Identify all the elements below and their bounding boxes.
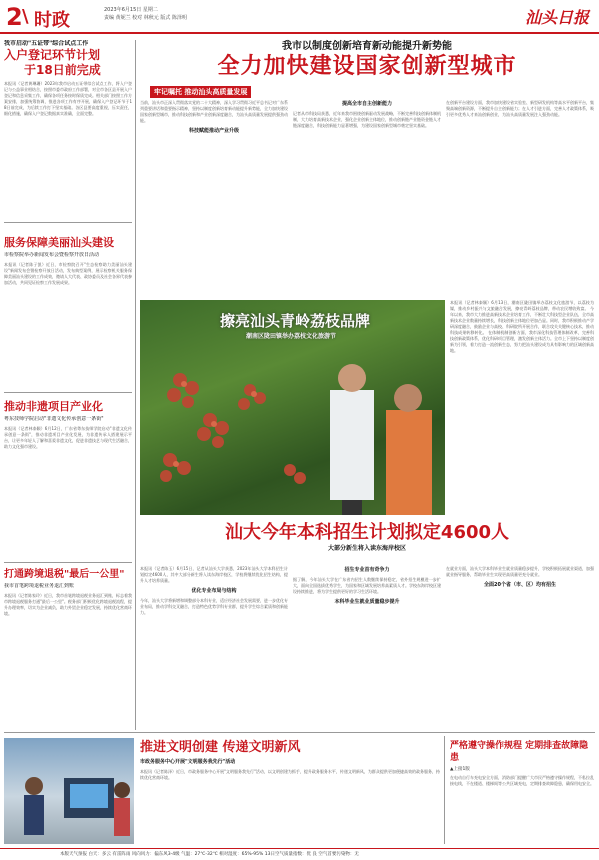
page-number: 2 <box>6 3 23 31</box>
service-center-illustration <box>4 738 134 844</box>
divider <box>4 562 132 563</box>
article-subtitle: 我市首笔跨境退税业务退汇到账 <box>4 583 75 589</box>
article-civility <box>140 740 440 839</box>
article-household-registration <box>4 40 132 211</box>
editors-line: 责编 黄妮兰 校对 林秋元 版式 陈泽明 <box>104 15 187 21</box>
bottom-divider <box>4 732 595 733</box>
lead-column-1 <box>140 100 288 295</box>
article-title: 推进文明创建 传递文明新风 <box>140 740 301 755</box>
article-subtitle: 粤东技师学院启动"非遗文化传承创意一条街" <box>4 416 104 422</box>
article-subtitle: 大部分新生将入读东海岸校区 <box>327 545 406 552</box>
lead-column-2 <box>293 100 441 295</box>
article-body: 在电动自行车充电安全方面，消防部门提醒广大市民严格遵守操作规程，不私拉乱接电线，不在楼道、楼梯间等公共区域充电，定期排查故障隐患，确保用电安全。 <box>450 775 594 786</box>
lead-title: 全力加快建设国家创新型城市 <box>217 54 517 79</box>
stu-text-b: 今年，汕头大学将新增和调整部分本科专业，适应经济社会发展需要，进一步优化专业布局，推动学科交叉融合，打造特色优势学科专业群，提升学生综合素质和创新能力。 <box>140 598 288 615</box>
article-title: 推动非遗项目产业化 <box>4 400 103 413</box>
lead-col3-text: 在创新平台建设方面，我市加快建设省实验室、新型研发机构等高水平创新平台，集聚高端创新资源，不断提升自主创新能力；在人才引进方面，完善人才政策体系，吸引更多优秀人才来汕创新创业，为汕头高质量发展注入强劲动能。 <box>446 100 594 117</box>
article-fire-safety <box>450 740 594 841</box>
article-title: 汕大今年本科招生计划拟定4600人 <box>224 522 510 543</box>
right-column-text-1: 今年以来，我市大力推进高新技术企业培育工作，不断壮大科技型企业队伍，全市高新技术企业数量持续增长，科技创新主体地位更加凸显。同时，我市积极推动产学研深度融合，鼓励企业与高校、科研院所开展合作，联合攻关关键核心技术，推动科技成果转移转化。 <box>450 306 594 335</box>
photo-title: 擦亮汕头青岭荔枝品牌 <box>220 312 371 330</box>
lead-col1-subhead: 科技赋能推动产业升级 <box>188 128 239 134</box>
service-center-photo <box>4 738 134 844</box>
article-intangible-heritage <box>4 400 132 556</box>
article-title: 服务保障美丽汕头建设 <box>4 236 114 249</box>
stu-column-2 <box>293 566 441 726</box>
masthead <box>0 0 599 34</box>
continued-label: ▲上接1版 <box>450 767 470 772</box>
lead-col2-subhead: 提高全市自主创新能力 <box>341 101 392 107</box>
stu-text-d: 在就业方面，汕头大学本科毕业生就业质量稳步提升，学校积极拓展就业渠道，加强就业指导服务，帮助毕业生实现更高质量更充分就业。 <box>446 566 594 577</box>
newspaper-logo: 汕头日报 <box>524 8 589 27</box>
stu-subhead-d: 全面20个省（市、区）均有招生 <box>484 582 556 588</box>
stu-text-a: 本报讯（记者陈玉）6月15日，记者从汕头大学获悉，2023年汕头大学本科招生计划拟定4600人，其中大部分新生将入读东海岸校区，学校将继续优化招生结构，提升人才培养质量。 <box>140 566 288 583</box>
article-body: 本报讯（记者陈泽）近日，市政务服务中心开展"文明服务我先行"活动，以文明创建为抓手，提升政务服务水平，传递文明新风，为群众提供更加便捷高效的政务服务，持续优化营商环境。 <box>140 769 440 780</box>
stu-subhead-c: 本科毕业生就业质量稳步提升 <box>334 599 400 605</box>
stu-column-3 <box>446 566 594 726</box>
article-subtitle: 市检察院举办新闻发布会暨检察开放日活动 <box>4 252 100 258</box>
article-body: 本报讯（记者陈子凯）近日，市检察院召开"生态检察助力美丽汕头建设"新闻发布会暨检察开放日活动，发布典型案例，展示检察机关服务保障美丽汕头建设的工作成效，邀请人大代表、政协委员及社会各界代表参加活动，共同见证检察工作发展成果。 <box>4 262 132 285</box>
article-subtitle: 市政务服务中心开展"文明服务我先行"活动 <box>140 759 236 765</box>
stu-subhead-a: 优化专业布局与结构 <box>191 588 237 594</box>
lead-col2-text: 记者从市科技局获悉，近年来我市围绕创新驱动发展战略，不断完善科技创新体制机制，大力培育高新技术企业，强化企业创新主体地位，推动创新链产业链资金链人才链深度融合，科技创新能力显著增强，为建设国家创新型城市奠定坚实基础。 <box>293 111 441 128</box>
stu-column-1 <box>140 566 288 726</box>
article-ecology-procuratorate <box>4 236 132 382</box>
stu-subhead-b: 招生专业首有奇争力 <box>344 567 390 573</box>
lead-article <box>140 40 594 81</box>
stu-text-c: 据了解，今年汕头大学在广东省内招生人数继续保持稳定，省外招生规模进一步扩大，面向全国选拔优秀学生，为国家和区域发展培养高素质人才。学校东海岸校区建设持续推进，将为学生提供更好的学习生活环境。 <box>293 577 441 594</box>
article-title: 入户登记环节计划 <box>4 48 101 62</box>
lead-kicker: 我市以制度创新培育新动能提升新势能 <box>282 41 452 52</box>
divider <box>4 222 132 223</box>
article-title: 严格遵守操作规程 定期排查故障隐患 <box>450 741 589 763</box>
lead-tag-badge: 牢记嘱托 推动汕头高质量发展 <box>150 86 251 98</box>
photo-subtitle: 潮南区陇田镇举办荔枝文化旅游节 <box>246 333 337 340</box>
section-name: 时政 <box>34 10 70 31</box>
issue-date: 2023年6月15日 星期二 <box>104 7 158 13</box>
lead-column-3 <box>446 100 594 295</box>
weather-footer: 本版天气预报 白天：多云 有雷阵雨 风向风力：偏东风3-4级 气温：27℃-32℃ 相对湿度：65%-95% 13日空气质量指数：优 良 空气首要污染物：无 <box>0 848 599 860</box>
article-cross-border-tax <box>4 568 132 733</box>
photo-caption-column <box>450 300 594 515</box>
article-body: 本报讯（记者陈家玲）近日，我市首笔跨境退税业务退汇到账，标志着我市跨境退税服务打通"最后一公里"。税务部门积极优化跨境退税流程，提升办理效率，切实为企业减负，助力外贸企业稳定发展，持续优化营商环境。 <box>4 593 132 616</box>
photo-caption: 本报讯（记者林泰颖）6月13日，潮南区陇田镇举办荔枝文化旅游节，以荔枝为媒，推动乡村振兴与文旅融合发展，擦亮青岭荔枝品牌，带动农民增收致富。 <box>450 300 594 311</box>
article-title-line2: 于18日前完成 <box>24 63 101 77</box>
column-divider <box>444 736 445 844</box>
article-stu-enrollment <box>140 522 594 553</box>
article-kicker: 我市启动"五证带"综合试点工作 <box>4 40 89 47</box>
right-column-text-2: 在体制机制创新方面，我市深化科技管理体制改革，完善科技创新政策体系，优化科研项目管理，激发创新主体活力。全市上下坚持以制度创新为引领，着力打造一流创新生态，努力把汕头建设成为具有影响力的区域创新高地。 <box>450 330 594 353</box>
article-title: 打通跨境退税"最后一公里" <box>4 569 125 580</box>
article-body: 本报讯（记者林泰颖）6月12日，广东省粤东技师学院启动"非遗文化传承创意一条街"，推动非遗项目产业化发展，为非遗传承人搭建展示平台，让更多年轻人了解和喜爱非遗文化，促进非遗技艺与现代生活融合，助力文化强市建设。 <box>4 426 132 449</box>
date-line <box>104 6 187 22</box>
article-body: 本报讯（记者黄琳珊）2023年我市启动五证带综合试点工作，将入户登记与公益事业相结合，按照市委市政府工作部署，对全市各区县开展入户登记和信息采集工作，确保各项任务按时保质完成。相关部门按照工作方案安排，加强统筹协调，推进各项工作有序开展，确保入户登记环节于18日前完成，为后续工作打下坚实基础。各区县要高度重视，压实责任，细化措施，确保入户登记数据真实准确，全面完整。 <box>4 81 132 116</box>
column-divider <box>135 40 136 730</box>
section-divider-icon: \ <box>22 6 29 27</box>
divider <box>4 392 132 393</box>
lead-col1-text: 当前，汕头市正深入贯彻落实党的二十大精神，深入学习贯彻习近平总书记对广东系列重要讲话和重要指示精神，坚持以制度创新培育新动能提升新势能，全力加快建设国家创新型城市，推动科技创新和产业创新深度融合，为汕头高质量发展提供强劲动能。 <box>140 100 288 123</box>
